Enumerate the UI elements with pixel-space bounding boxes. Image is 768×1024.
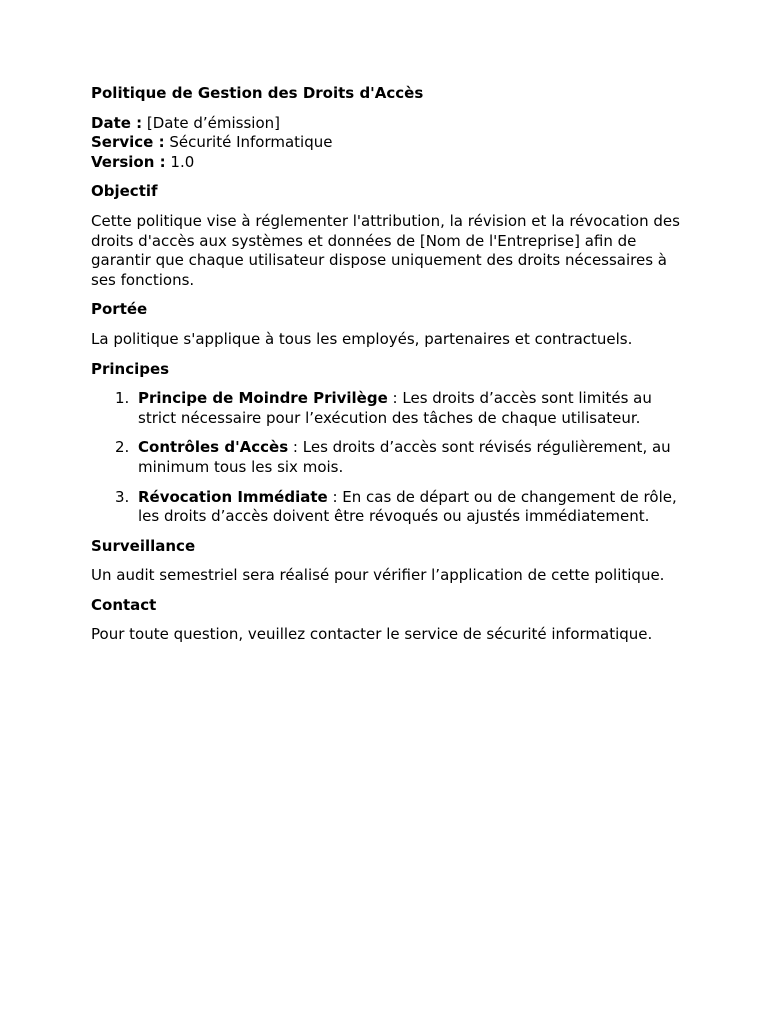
document-metadata [91,114,681,173]
principle-item [91,438,681,477]
portee-heading: Portée [91,300,148,319]
objectif-text: Cette politique vise à réglementer l'attribution, la révision et la révocation des droits d'accès aux systèmes et données de [Nom de l'Entreprise] afin de garantir que chaque utilisateur dispose uniquement des droits nécessaires à ses fonctions. [91,211,680,289]
principle-item [91,389,681,428]
meta-version-value: 1.0 [165,152,195,171]
principle-name: Révocation Immédiate [138,487,328,506]
surveillance-heading: Surveillance [91,536,196,555]
principle-name: Contrôles d'Accès [138,438,289,457]
principle-text: : Les droits d’accès sont limités au strict nécessaire pour l’exécution des tâches de chaque utilisateur. [138,389,652,427]
meta-version-label: Version : [91,152,166,171]
objectif-heading: Objectif [91,182,158,201]
meta-version [91,153,681,173]
document-page [91,84,681,655]
principle-item [91,488,681,527]
principle-text: : En cas de départ ou de changement de rôle, les droits d’accès doivent être révoqués ou ajustés immédiatement. [138,487,677,526]
meta-service [91,133,681,153]
meta-date-label: Date : [91,113,143,132]
meta-date [91,114,681,134]
meta-service-value: Sécurité Informatique [164,133,333,152]
principle-text: : Les droits d’accès sont révisés régulièrement, au minimum tous les six mois. [138,438,671,476]
principle-name: Principe de Moindre Privilège [138,389,388,408]
portee-text: La politique s'applique à tous les employés, partenaires et contractuels. [91,329,633,348]
surveillance-text: Un audit semestriel sera réalisé pour vérifier l’application de cette politique. [91,566,665,585]
principle-number: 2. [115,438,130,457]
principle-number: 1. [115,389,130,408]
contact-heading: Contact [91,595,157,614]
contact-text: Pour toute question, veuillez contacter le service de sécurité informatique. [91,625,653,644]
meta-date-value: [Date d’émission] [142,113,281,132]
principles-list [91,389,681,527]
document-title: Politique de Gestion des Droits d'Accès [91,84,424,102]
principes-heading: Principes [91,359,170,378]
principle-number: 3. [115,487,130,506]
meta-service-label: Service : [91,133,165,152]
